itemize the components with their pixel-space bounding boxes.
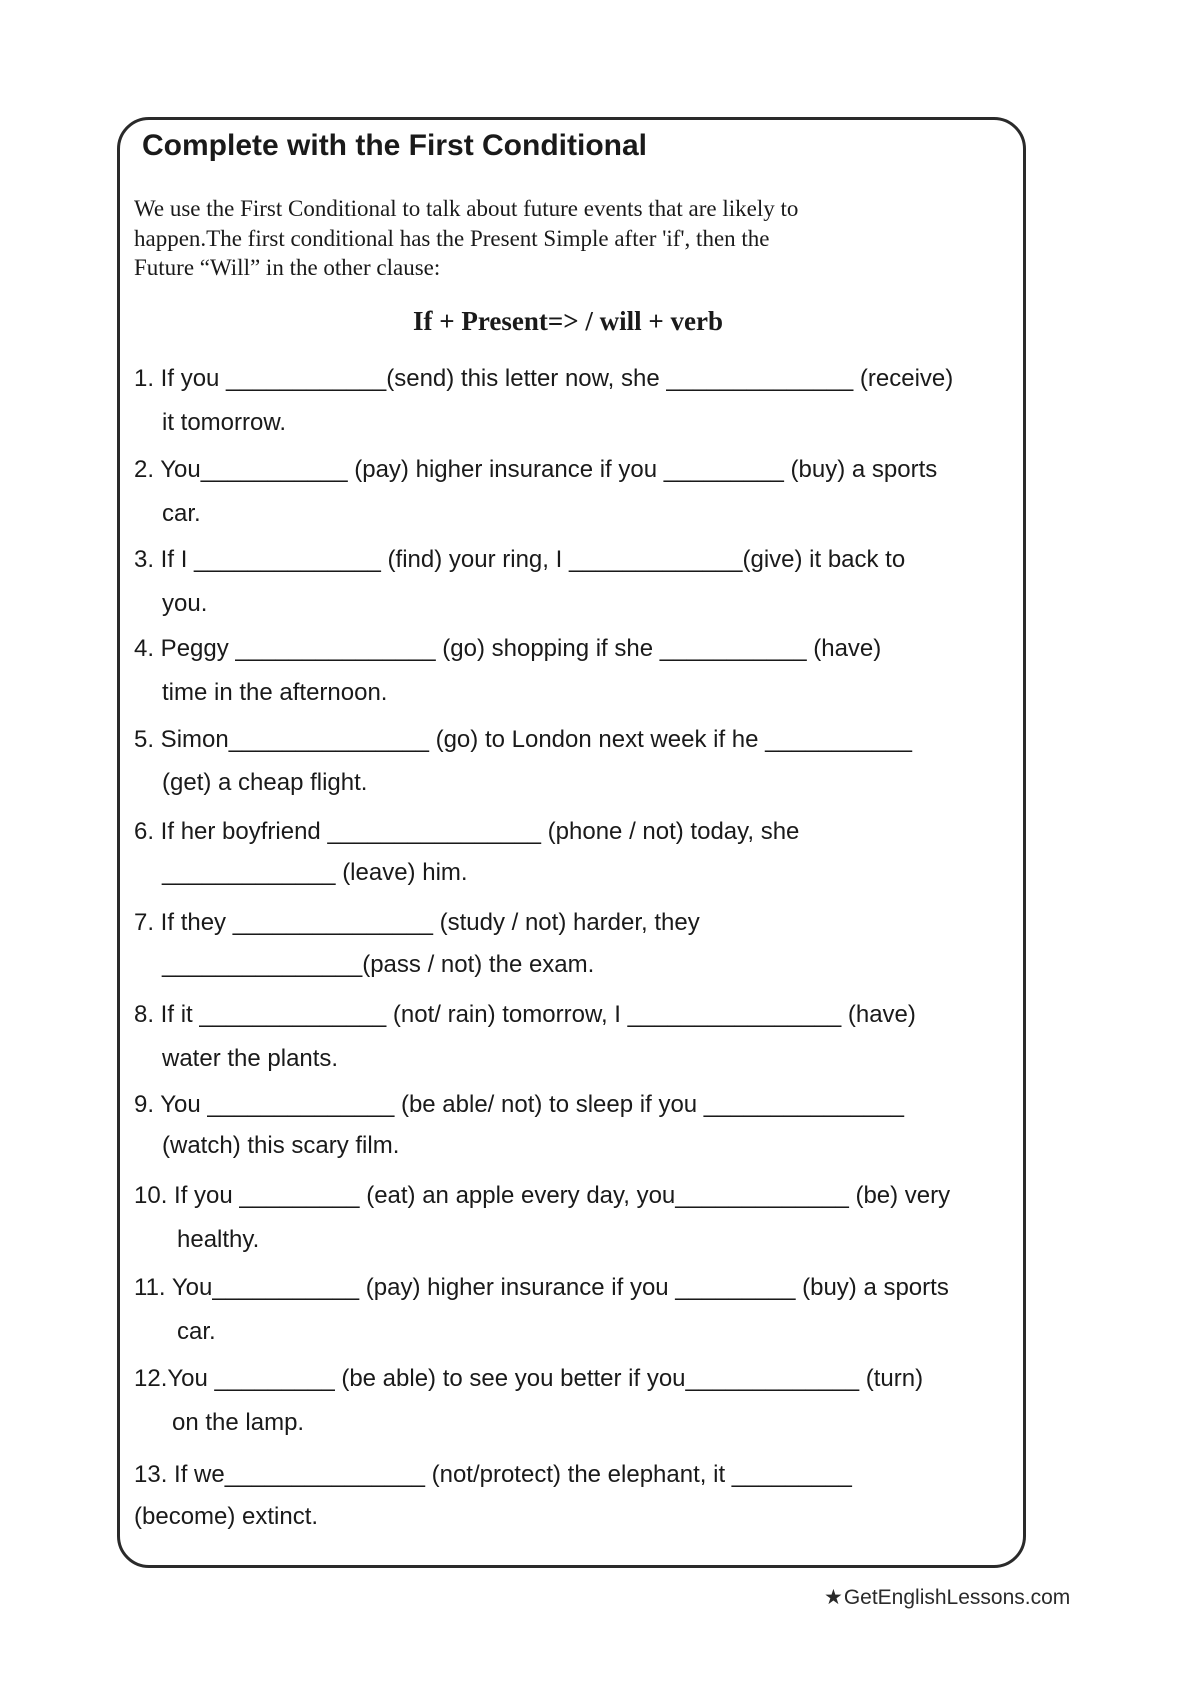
footer-text: GetEnglishLessons.com [843,1586,1071,1609]
intro-paragraph [134,194,934,283]
worksheet-title: Complete with the First Conditional [142,129,647,162]
exercise-10-line-2: healthy. [177,1226,260,1253]
exercise-12-line-2: on the lamp. [172,1409,305,1436]
exercise-7-line-2: _______________(pass / not) the exam. [162,951,595,978]
exercise-8-line-1: 8. If it ______________ (not/ rain) tomorrow, I ________________ (have) [134,1001,916,1028]
exercise-13-line-1: 13. If we_______________ (not/protect) the elephant, it _________ [134,1461,852,1488]
exercise-1-line-1: 1. If you ____________(send) this letter now, she ______________ (receive) [134,365,954,392]
exercise-1-line-2: it tomorrow. [162,409,287,436]
exercise-4-line-2: time in the afternoon. [162,679,388,706]
exercise-9-line-2: (watch) this scary film. [162,1132,400,1159]
intro-line: happen.The first conditional has the Present Simple after 'if', then the [134,225,770,251]
exercise-8-line-2: water the plants. [162,1045,339,1072]
exercise-11-line-1: 11. You___________ (pay) higher insurance if you _________ (buy) a sports [134,1274,949,1301]
intro-line: Future “Will” in the other clause: [134,255,441,280]
exercise-13-line-2: (become) extinct. [134,1503,319,1530]
footer-credit [824,1584,1070,1612]
exercise-6-line-2: _____________ (leave) him. [162,859,468,886]
exercise-5-line-2: (get) a cheap flight. [162,769,368,796]
formula: If + Present=> / will + verb [413,306,723,336]
intro-line: We use the First Conditional to talk about future events that are likely to [134,196,799,221]
exercise-6-line-1: 6. If her boyfriend ________________ (phone / not) today, she [134,818,800,845]
exercise-3-line-1: 3. If I ______________ (find) your ring, I _____________(give) it back to [134,546,906,573]
exercise-10-line-1: 10. If you _________ (eat) an apple every day, you_____________ (be) very [134,1182,951,1209]
exercise-2-line-2: car. [162,500,201,527]
exercise-7-line-1: 7. If they _______________ (study / not) harder, they [134,909,700,936]
exercise-5-line-1: 5. Simon_______________ (go) to London next week if he ___________ [134,726,912,753]
exercise-2-line-1: 2. You___________ (pay) higher insurance if you _________ (buy) a sports [134,456,938,483]
exercise-4-line-1: 4. Peggy _______________ (go) shopping if she ___________ (have) [134,635,882,662]
exercise-11-line-2: car. [177,1318,216,1345]
exercise-3-line-2: you. [162,590,208,617]
star-icon: ★ [824,1586,843,1609]
exercise-12-line-1: 12.You _________ (be able) to see you better if you_____________ (turn) [134,1365,924,1392]
exercise-9-line-1: 9. You ______________ (be able/ not) to sleep if you _______________ [134,1091,905,1118]
